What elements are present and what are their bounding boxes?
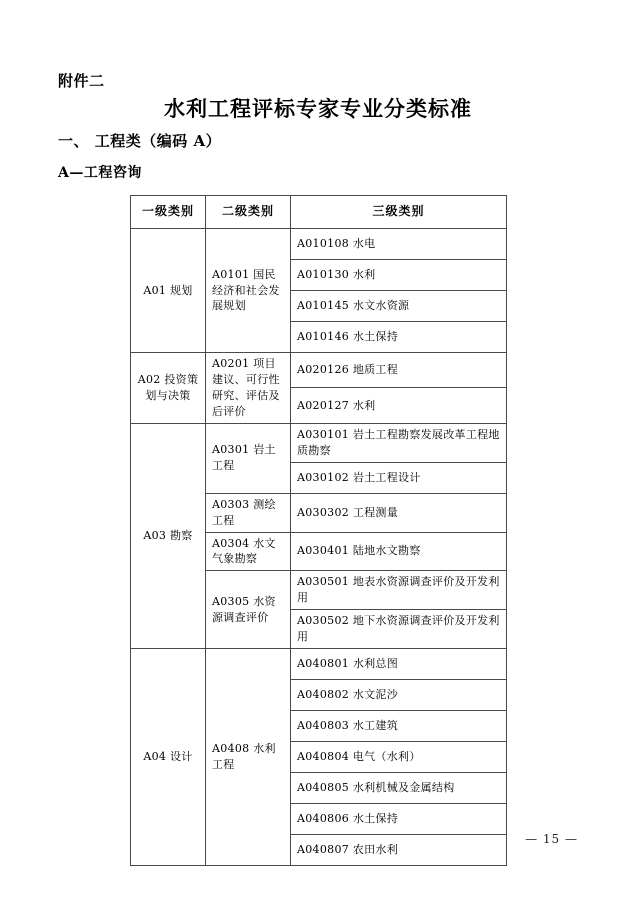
level3-category-cell: A040801 水利总图 — [291, 649, 507, 680]
section-heading: 一、 工程类（编码 A） — [58, 132, 222, 150]
level2-category-cell: A0305 水资源调查评价 — [206, 571, 291, 649]
level3-category-cell: A040806 水土保持 — [291, 804, 507, 835]
level2-category-cell: A0201 项目建议、可行性研究、评估及后评价 — [206, 353, 291, 424]
level3-category-cell: A020126 地质工程 — [291, 353, 507, 388]
level3-category-cell: A010146 水土保持 — [291, 322, 507, 353]
level3-category-cell: A010145 水文水资源 — [291, 291, 507, 322]
level3-category-cell: A010108 水电 — [291, 229, 507, 260]
level3-category-cell: A030302 工程测量 — [291, 493, 507, 532]
subsection-heading: A—工程咨询 — [58, 165, 142, 181]
page-title: 水利工程评标专家专业分类标准 — [164, 96, 472, 121]
level2-category-cell: A0301 岩土工程 — [206, 423, 291, 493]
table-row — [131, 649, 507, 680]
level3-category-cell: A030101 岩土工程勘察发展改革工程地质勘察 — [291, 423, 507, 462]
level2-category-cell: A0304 水文气象勘察 — [206, 532, 291, 571]
level3-category-cell: A040804 电气（水利） — [291, 742, 507, 773]
level2-category-cell: A0101 国民经济和社会发展规划 — [206, 229, 291, 353]
level1-category-cell: A02 投资策划与决策 — [131, 353, 206, 424]
level3-category-cell: A040807 农田水利 — [291, 835, 507, 866]
table-body — [131, 229, 507, 866]
level3-category-cell: A030102 岩土工程设计 — [291, 462, 507, 493]
level3-category-cell: A020127 水利 — [291, 388, 507, 423]
level1-category-cell: A01 规划 — [131, 229, 206, 353]
level1-category-cell: A03 勘察 — [131, 423, 206, 648]
level1-category-cell: A04 设计 — [131, 649, 206, 866]
level3-category-cell: A040805 水利机械及金属结构 — [291, 773, 507, 804]
column-header-level2: 二级类别 — [206, 196, 291, 229]
table-header-row — [131, 196, 507, 229]
level3-category-cell: A040803 水工建筑 — [291, 711, 507, 742]
level3-category-cell: A030502 地下水资源调查评价及开发利用 — [291, 610, 507, 649]
classification-table — [130, 195, 507, 866]
level3-category-cell: A030501 地表水资源调查评价及开发利用 — [291, 571, 507, 610]
level3-category-cell: A010130 水利 — [291, 260, 507, 291]
table-row — [131, 423, 507, 462]
level3-category-cell: A040802 水文泥沙 — [291, 680, 507, 711]
table-row — [131, 229, 507, 260]
attachment-label: 附件二 — [58, 72, 105, 90]
column-header-level1: 一级类别 — [131, 196, 206, 229]
column-header-level3: 三级类别 — [291, 196, 507, 229]
level3-category-cell: A030401 陆地水文勘察 — [291, 532, 507, 571]
level2-category-cell: A0303 测绘工程 — [206, 493, 291, 532]
page-number: — 15 — — [525, 832, 578, 846]
table-row — [131, 353, 507, 388]
level2-category-cell: A0408 水利工程 — [206, 649, 291, 866]
